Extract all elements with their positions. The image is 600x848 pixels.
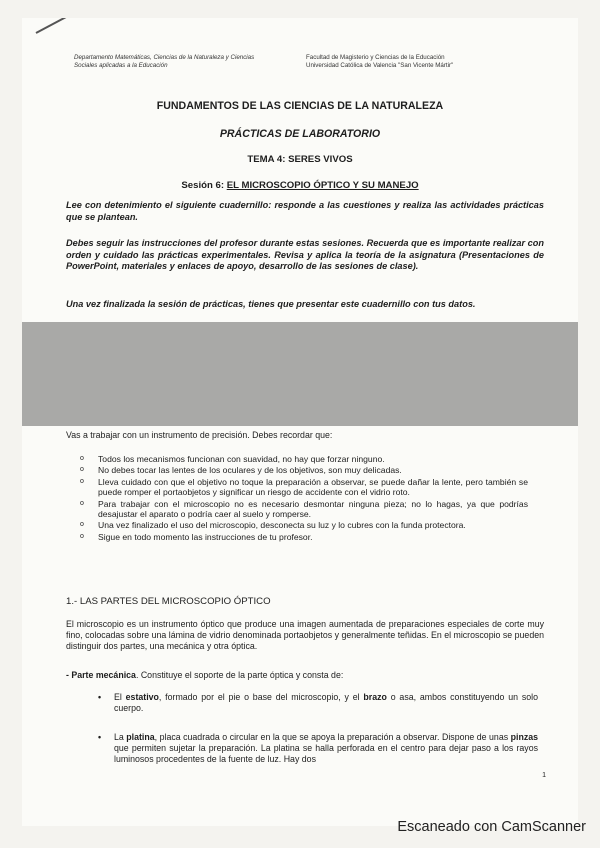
bullet: o: [80, 455, 84, 462]
list-item: [80, 520, 528, 530]
document-page: [22, 18, 578, 826]
session-prefix: Sesión 6:: [181, 180, 227, 191]
list-item-platina: [98, 732, 538, 765]
mechanical-parts-list: [98, 692, 538, 765]
bullet: o: [80, 477, 84, 485]
precision-intro: Vas a trabajar con un instrumento de precisión. Debes recordar que:: [66, 430, 333, 440]
page-number: 1: [542, 772, 546, 779]
faculty-line-2: Universidad Católica de Valencia "San Vicente Mártir": [306, 61, 454, 69]
list-item: [80, 532, 528, 542]
bullet: •: [98, 732, 102, 742]
list-item: [80, 454, 528, 464]
term-estativo: estativo: [125, 692, 159, 702]
list-item-estativo: [98, 692, 538, 714]
bullet: •: [98, 692, 102, 702]
mechanical-part-label: - Parte mecánica: [66, 670, 136, 680]
list-item: [80, 465, 528, 475]
rule-text: No debes tocar las lentes de los oculares y de los objetivos, son muy delicadas.: [98, 465, 402, 476]
topic-title: TEMA 4: SERES VIVOS: [247, 154, 353, 165]
precision-rules-list: [80, 454, 528, 543]
scanner-watermark: Escaneado con CamScanner: [397, 819, 586, 835]
text: El: [114, 692, 126, 702]
session-name: EL MICROSCOPIO ÓPTICO Y SU MANEJO: [226, 180, 419, 191]
bullet: o: [80, 499, 84, 507]
rule-text: Todos los mecanismos funcionan con suavidad, no hay que forzar ninguno.: [98, 454, 385, 464]
term-pinzas: pinzas: [510, 732, 538, 742]
text: que permiten sujetar la preparación. La platina se halla perforada en el centro para dejar paso a los rayos luminosos procedentes de la fuente de luz. Hay dos: [114, 743, 538, 764]
rule-text: Una vez finalizado el uso del microscopio, desconecta su luz y lo cubres con la funda protectora.: [98, 520, 466, 531]
instruction-paragraph-3: Una vez finalizada la sesión de prácticas, tienes que presentar este cuadernillo con tus datos.: [66, 299, 476, 309]
mechanical-part-text: . Constituye el soporte de la parte óptica y consta de:: [135, 670, 344, 680]
faculty-line-1: Facultad de Magisterio y Ciencias de la Educación: [306, 54, 445, 61]
department-header: [74, 54, 294, 69]
bullet: o: [80, 466, 84, 474]
text: , formado por el pie o base del microscopio, y el: [158, 692, 364, 702]
list-item: [80, 499, 528, 520]
text: La: [114, 732, 127, 742]
rule-text: Lleva cuidado con que el objetivo no toque la preparación a observar, se puede dañar la lente, pero también se puede romper el portaobjetos y significar un riesgo de accidente con el vidrio roto.: [98, 476, 528, 498]
faculty-header: [306, 54, 536, 69]
section-heading: 1.- LAS PARTES DEL MICROSCOPIO ÓPTICO: [66, 596, 271, 607]
department-line-1: Departamento Matemáticas, Ciencias de la Naturaleza y Ciencias: [74, 54, 255, 61]
list-item: [80, 477, 528, 498]
lab-title: PRÁCTICAS DE LABORATORIO: [219, 128, 381, 140]
text: , placa cuadrada o circular en la que se apoya la preparación a observar. Dispone de unas: [154, 732, 511, 742]
redacted-block: [22, 322, 578, 426]
bullet: o: [80, 521, 84, 529]
pen-mark: [36, 18, 70, 34]
instruction-paragraph-2: Debes seguir las instrucciones del profesor durante estas sesiones. Recuerda que es importante realizar con orden y cuidado las prácticas experimentales. Revisa y aplica la teoría de la asignatura (Presentaciones de PowerPoint, materiales y enlaces de apoyo, desarrollo de las sesiones de clase).: [66, 238, 544, 272]
term-platina: platina: [126, 732, 155, 742]
term-brazo: brazo: [363, 692, 387, 702]
session-title: [22, 180, 578, 191]
text: o asa, ambos constituyendo un solo cuerpo.: [114, 692, 538, 713]
instruction-paragraph-1: Lee con detenimiento el siguiente cuadernillo: responde a las cuestiones y realiza las actividades prácticas que se plantean.: [66, 200, 544, 222]
rule-text: Sigue en todo momento las instrucciones de tu profesor.: [98, 531, 313, 542]
department-line-2: Sociales aplicadas a la Educación: [74, 61, 168, 69]
bullet: o: [80, 532, 84, 540]
mechanical-part-line: [66, 670, 544, 681]
rule-text: Para trabajar con el microscopio no es necesario desmontar ninguna pieza; no lo hagas, ya que podrías desajustar el aparato o podría caer al suelo y romperse.: [98, 498, 528, 520]
course-title: FUNDAMENTOS DE LAS CIENCIAS DE LA NATURALEZA: [156, 100, 444, 112]
microscope-paragraph: El microscopio es un instrumento óptico que produce una imagen aumentada de preparaciones especiales de corte muy fino, colocadas sobre una lámina de vidrio denominada portaobjetos y generalmente teñidas. En el microscopio se pueden distinguir dos partes, una mecánica y otra óptica.: [66, 619, 544, 651]
